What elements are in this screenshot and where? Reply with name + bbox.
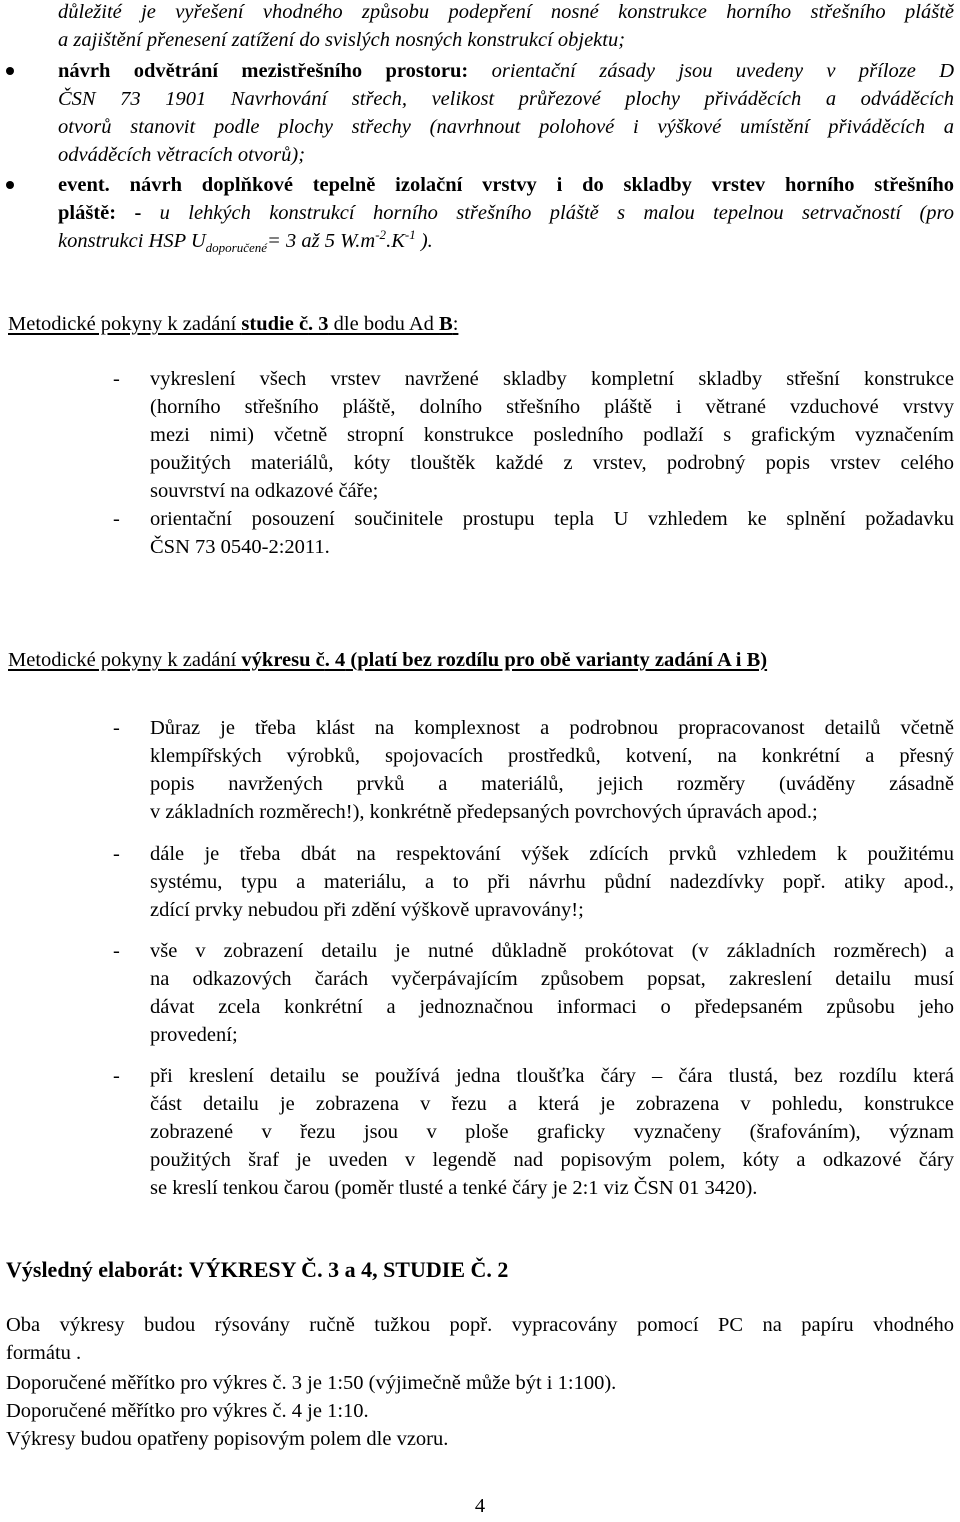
formula-superscript: -1 [404, 227, 416, 243]
heading-vykres-4 [8, 646, 767, 674]
list-item-line: klempířských výrobků, spojovacích prostředků, kotvení, na konkrétní a přesný [150, 745, 954, 767]
list-dash: - [113, 940, 120, 962]
bullet-ventilation-line-4: odváděcích větracích otvorů); [58, 144, 306, 166]
list-dash: - [113, 843, 120, 865]
heading-text: dle bodu Ad [328, 313, 440, 335]
list-item-line: Důraz je třeba klást na komplexnost a podrobnou propracovanost detailů včetně [150, 717, 954, 739]
page-number: 4 [474, 1495, 486, 1517]
result-line: Oba výkresy budou rýsovány ručně tužkou popř. vypracovány pomocí PC na papíru vhodného [6, 1314, 954, 1336]
heading-text: : [452, 313, 459, 335]
result-line: Doporučené měřítko pro výkres č. 3 je 1:50 (výjimečně může být i 1:100). [6, 1372, 617, 1394]
list-item-line: část detailu je zobrazena v řezu a která je zobrazena v pohledu, konstrukce [150, 1093, 954, 1115]
list-item-line: mezi nimi) včetně stropní konstrukce posledního podlaží s grafickým vyznačením [150, 424, 954, 446]
heading-bold: B [439, 313, 453, 335]
bullet-insulation-line-1: event. návrh doplňkové tepelně izolační vrstvy i do skladby vrstev horního střešního [58, 174, 954, 196]
list-item-line: (horního střešního pláště, dolního střešního pláště i větrané vzduchové vrstvy [150, 396, 954, 418]
list-item-line: dávat zcela konkrétní a jednoznačnou informaci o předepsaném způsobu jeho [150, 996, 954, 1018]
heading-bold: výkresu č [241, 649, 325, 671]
heading-text: Metodické pokyny k zadání [8, 649, 242, 671]
heading-bold: (platí bez rozdílu pro obě varianty zadání A i B) [345, 649, 768, 671]
list-item-line: zdící prvky nebudou při zdění výškově upravovány!; [150, 899, 584, 921]
list-item-line: souvrství na odkazové čáře; [150, 480, 379, 502]
formula-superscript: -2 [375, 227, 387, 243]
list-item-line: popis navržených prvků a materiálů, jejich rozměry (uváděny zásadně [150, 773, 954, 795]
bullet-ventilation-rest: orientační zásady jsou uvedeny v příloze D [468, 60, 955, 82]
list-dash: - [113, 368, 120, 390]
top-continuation-line-2: a zajištění přenesení zatížení do svislých nosných konstrukcí objektu; [58, 29, 626, 51]
list-item-line: v základních rozměrech!), konkrétně předepsaných povrchových úpravách apod.; [150, 801, 818, 823]
list-item-line: zobrazené v řezu jsou v ploše graficky vyznačeny (šrafováním), význam [150, 1121, 954, 1143]
heading-studie-3 [8, 310, 458, 338]
formula-text: = 3 až 5 W.m [267, 230, 376, 252]
list-item-line: se kreslí tenkou čarou (poměr tlusté a tenké čáry je 2:1 viz ČSN 01 3420). [150, 1177, 758, 1199]
bullet-ventilation-line-3: otvorů stanovit podle plochy střechy (navrhnout polohové i výškové umístění přiváděcích a [58, 116, 954, 138]
result-line: Doporučené měřítko pro výkres č. 4 je 1:10. [6, 1400, 369, 1422]
bullet-ventilation-lead: návrh odvětrání mezistřešního prostoru: [58, 60, 469, 82]
list-item-line: vše v zobrazení detailu je nutné důkladně prokótovat (v základních rozměrech) a [150, 940, 954, 962]
bullet-insulation-lead: pláště: - [58, 202, 142, 224]
list-item-line: vykreslení všech vrstev navržené skladby kompletní skladby střešní konstrukce [150, 368, 954, 390]
formula-text: konstrukci HSP U [58, 230, 206, 252]
list-dash: - [113, 508, 120, 530]
list-item-line: systému, typu a materiálu, a to při návrhu půdní nadezdívky popř. atiky apod., [150, 871, 954, 893]
heading-bold: . 3 [308, 313, 329, 335]
formula-subscript: doporučené [205, 240, 268, 256]
bullet-ventilation-line-2: ČSN 73 1901 Navrhování střech, velikost průřezové plochy přiváděcích a odváděcích [58, 88, 954, 110]
list-item-line: na odkazových čarách vyčerpávajícím způsobem popsat, zakreslení detailu musí [150, 968, 954, 990]
bullet-insulation-line-3 [58, 227, 433, 255]
heading-bold: . 4 [324, 649, 346, 671]
bullet-marker [6, 181, 14, 189]
list-item-line: provedení; [150, 1024, 238, 1046]
heading-text: Metodické pokyny k zadání [8, 313, 242, 335]
bullet-insulation-rest: u lehkých konstrukcí horního střešního pláště s malou tepelnou setrvačností (pro [141, 202, 955, 224]
formula-text: .K [386, 230, 405, 252]
list-dash: - [113, 717, 120, 739]
list-item-line: dále je třeba dbát na respektování výšek zdících prvků vzhledem k použitému [150, 843, 954, 865]
list-item-line: ČSN 73 0540-2:2011. [150, 536, 330, 558]
bullet-ventilation-line-1 [58, 57, 954, 85]
bullet-insulation-line-2 [58, 199, 954, 227]
result-line: Výkresy budou opatřeny popisovým polem dle vzoru. [6, 1428, 449, 1450]
heading-bold: studie č [241, 313, 309, 335]
formula-text: ). [415, 230, 433, 252]
result-heading: Výsledný elaborát: VÝKRESY Č. 3 a 4, STUDIE Č. 2 [6, 1257, 509, 1282]
list-dash: - [113, 1065, 120, 1087]
top-continuation-line-1: důležité je vyřešení vhodného způsobu podepření nosné konstrukce horního střešního pláště [58, 1, 954, 23]
result-line: formátu . [6, 1342, 82, 1364]
list-item-line: při kreslení detailu se používá jedna tloušťka čáry – čára tlustá, bez rozdílu která [150, 1065, 954, 1087]
list-item-line: použitých materiálů, kóty tlouštěk každé z vrstev, podrobný popis vrstev celého [150, 452, 954, 474]
list-item-line: použitých šraf je uveden v legendě nad popisovým polem, kóty a odkazové čáry [150, 1149, 954, 1171]
list-item-line: orientační posouzení součinitele prostupu tepla U vzhledem ke splnění požadavku [150, 508, 954, 530]
bullet-marker [6, 67, 14, 75]
